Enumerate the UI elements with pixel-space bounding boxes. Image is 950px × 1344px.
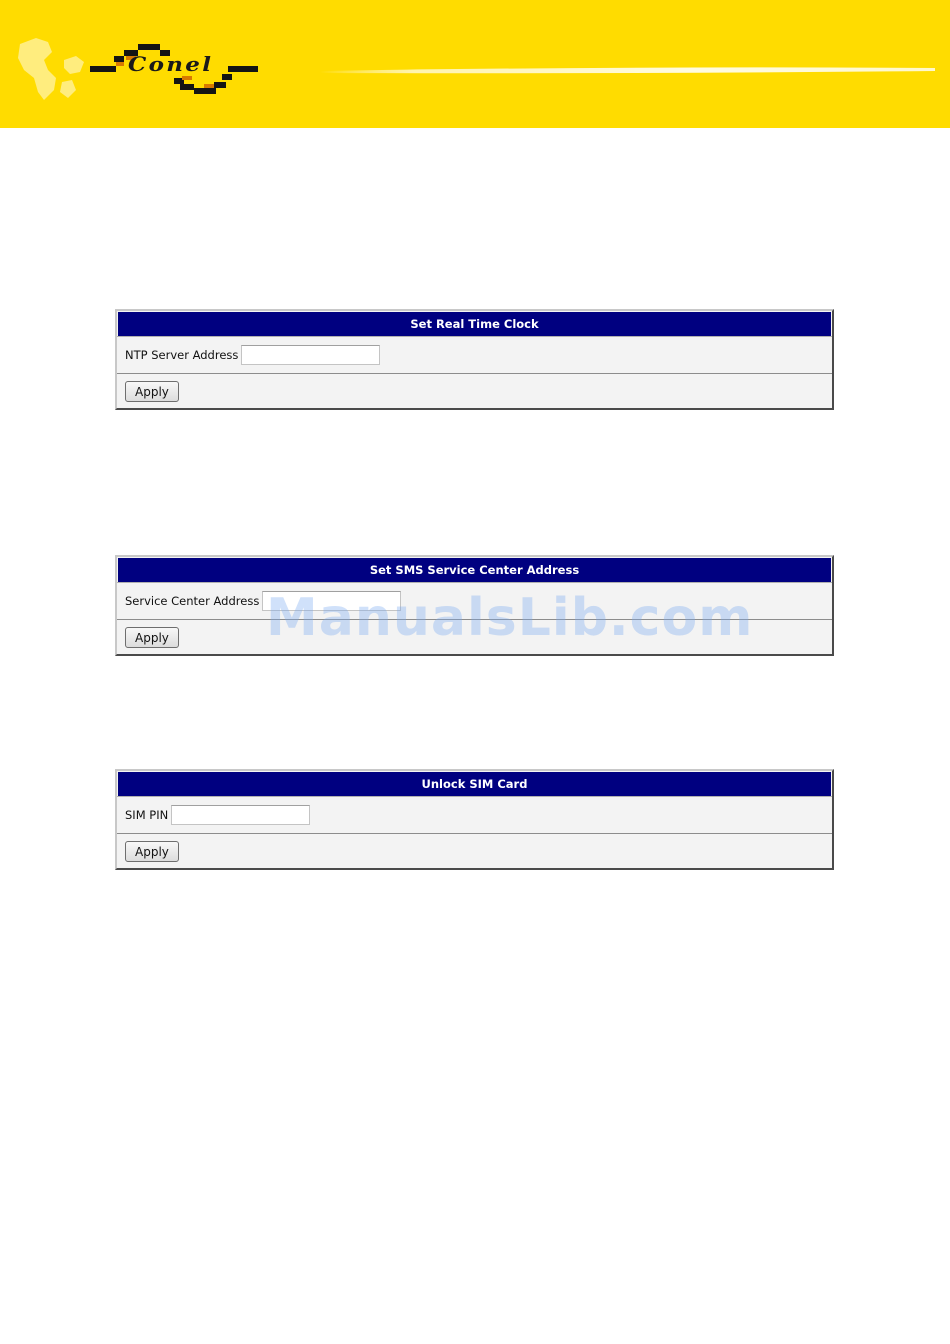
panel-title: Set SMS Service Center Address <box>118 558 831 582</box>
unlock-sim-card-panel <box>115 769 834 870</box>
service-center-row <box>117 582 832 619</box>
panel-title: Set Real Time Clock <box>118 312 831 336</box>
banner-streak-decoration <box>320 62 935 78</box>
apply-row <box>117 373 832 409</box>
sim-pin-input[interactable] <box>171 805 310 825</box>
sim-pin-label: SIM PIN <box>125 808 169 822</box>
apply-button-sim[interactable]: Apply <box>125 841 179 862</box>
ntp-server-input[interactable] <box>241 345 380 365</box>
service-center-input[interactable] <box>262 591 401 611</box>
apply-button-clock[interactable]: Apply <box>125 381 179 402</box>
apply-row <box>117 619 832 655</box>
watermark-text: ManualsLib.com <box>266 588 754 648</box>
ntp-server-row <box>117 336 832 373</box>
apply-row <box>117 833 832 869</box>
apply-button-sms[interactable]: Apply <box>125 627 179 648</box>
ntp-server-label: NTP Server Address <box>125 348 239 362</box>
sim-pin-row <box>117 796 832 833</box>
header-banner <box>0 0 950 128</box>
service-center-label: Service Center Address <box>125 594 260 608</box>
conel-logo-text: Conel <box>128 52 214 76</box>
set-sms-service-center-panel <box>115 555 834 656</box>
panel-title: Unlock SIM Card <box>118 772 831 796</box>
set-real-time-clock-panel <box>115 309 834 410</box>
